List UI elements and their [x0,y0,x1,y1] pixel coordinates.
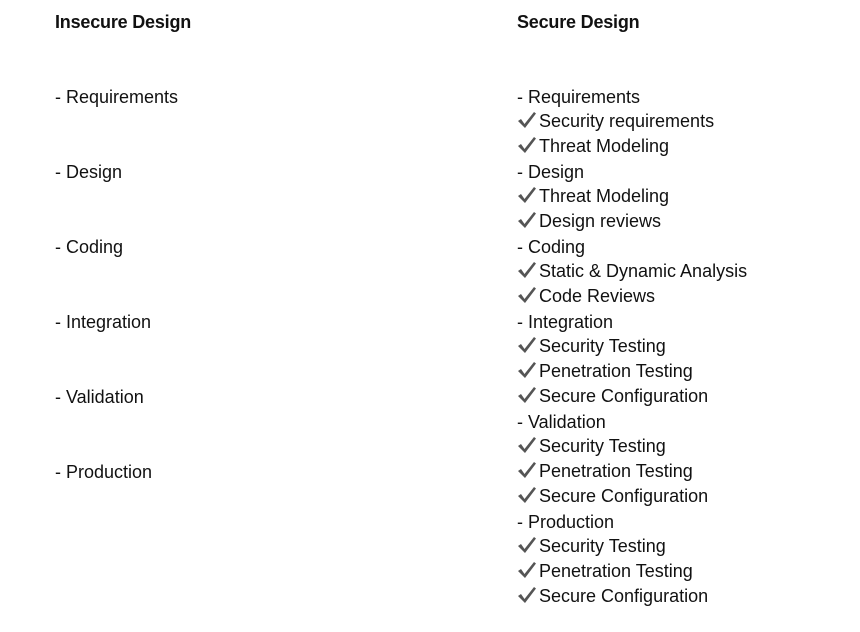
check-item-label: Secure Configuration [539,586,709,606]
secure-phase-heading: - Design [517,162,585,182]
checkmark-icon [517,261,537,279]
checkmark-icon [517,561,537,579]
checkmark-icon [517,211,537,229]
checkmark-icon [517,136,537,154]
checkmark-icon [517,186,537,204]
insecure-phase-validation: - Validation [55,387,144,407]
checkmark-icon [517,286,537,304]
checkmark-icon [517,386,537,404]
checkmark-icon [517,461,537,479]
checkmark-icon [517,436,537,454]
check-item-label: Penetration Testing [539,361,693,381]
secure-phase-heading: - Validation [517,412,606,432]
secure-check-item [517,209,661,234]
check-item-label: Security Testing [539,336,666,356]
check-item-label: Security requirements [539,111,715,131]
insecure-phase-design: - Design [55,162,123,182]
secure-check-item [517,259,747,284]
checkmark-icon [517,536,537,554]
secure-design-heading: Secure Design [517,12,640,32]
secure-check-item [517,184,669,209]
check-item-label: Code Reviews [539,286,656,306]
check-item-label: Static & Dynamic Analysis [539,261,748,281]
check-item-label: Penetration Testing [539,461,693,481]
secure-check-item [517,284,655,309]
secure-phase-heading: - Requirements [517,87,641,107]
secure-check-item [517,484,708,509]
secure-check-item [517,334,666,359]
secure-check-item [517,559,693,584]
checkmark-icon [517,111,537,129]
insecure-phase-requirements: - Requirements [55,87,179,107]
secure-phase-heading: - Production [517,512,615,532]
checkmark-icon [517,361,537,379]
insecure-design-heading: Insecure Design [55,12,192,32]
check-item-label: Secure Configuration [539,486,709,506]
check-item-label: Threat Modeling [539,186,670,206]
secure-check-item [517,534,666,559]
secure-phase-heading: - Coding [517,237,586,257]
check-item-label: Security Testing [539,436,666,456]
secure-check-item [517,384,708,409]
check-item-label: Penetration Testing [539,561,693,581]
secure-check-item [517,434,666,459]
secure-phase-heading: - Integration [517,312,614,332]
check-item-label: Secure Configuration [539,386,709,406]
secure-check-item [517,584,708,609]
insecure-phase-integration: - Integration [55,312,152,332]
secure-check-item [517,109,714,134]
check-item-label: Design reviews [539,211,662,231]
check-item-label: Security Testing [539,536,666,556]
secure-check-item [517,459,693,484]
secure-check-item [517,359,693,384]
insecure-phase-production: - Production [55,462,153,482]
check-item-label: Threat Modeling [539,136,670,156]
checkmark-icon [517,586,537,604]
checkmark-icon [517,486,537,504]
secure-check-item [517,134,669,159]
insecure-phase-coding: - Coding [55,237,124,257]
checkmark-icon [517,336,537,354]
